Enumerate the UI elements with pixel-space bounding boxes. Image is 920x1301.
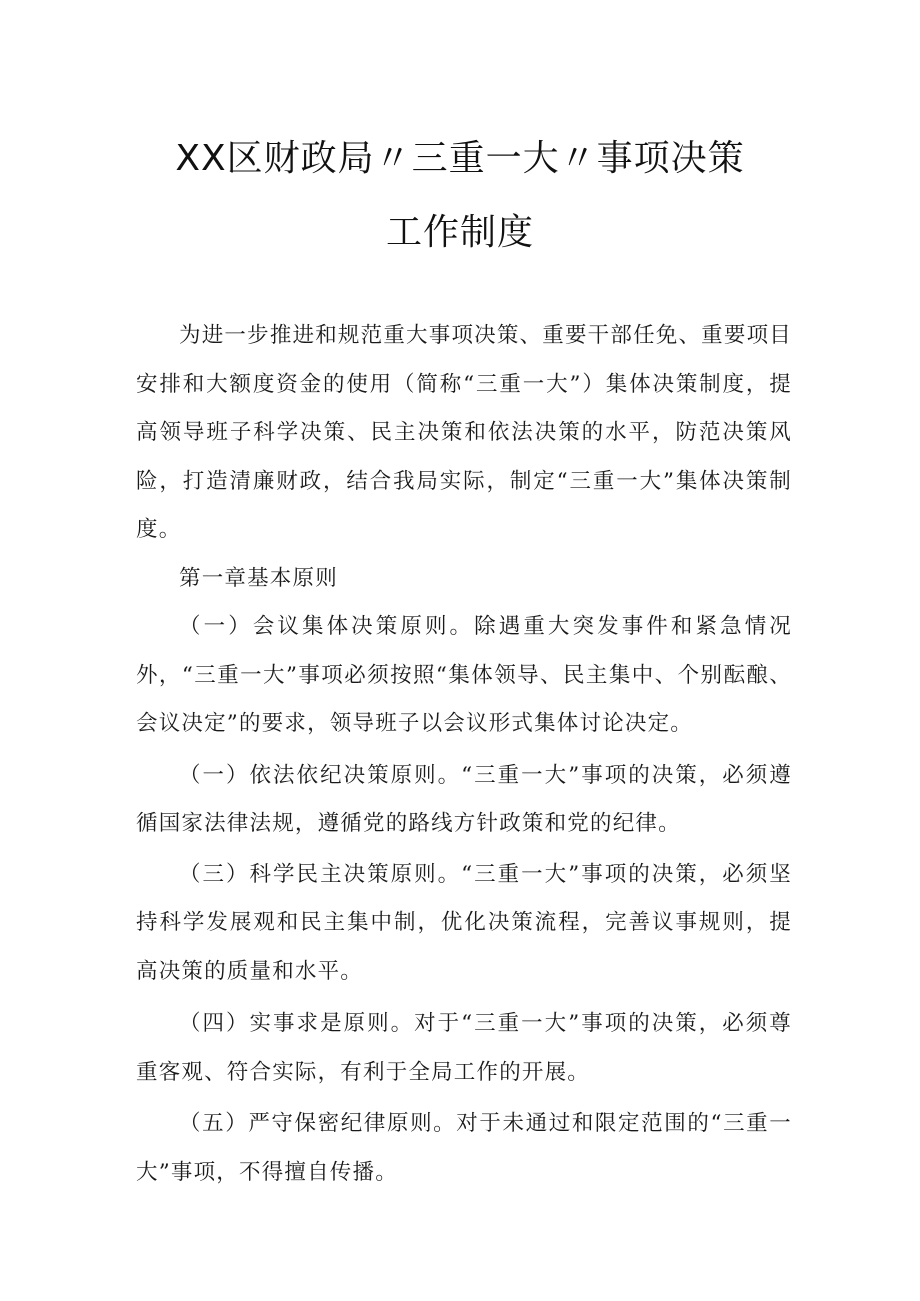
principle-paragraph-2: （一）依法依纪决策原则。“三重一大”事项的决策，必须遵循国家法律法规，遵循党的路线方针政策和党的纪律。 — [136, 762, 792, 836]
document-title-line-1: XX区财政局〃三重一大〃事项决策 — [175, 138, 745, 179]
principle-paragraph-4: （四）实事求是原则。对于“三重一大”事项的决策，必须尊重客观、符合实际，有利于全局工作的开展。 — [136, 1011, 792, 1085]
principle-paragraph-3: （三）科学民主决策原则。“三重一大”事项的决策，必须坚持科学发展观和民主集中制，优化决策流程，完善议事规则，提高决策的质量和水平。 — [136, 861, 792, 984]
chapter-heading: 第一章基本原则 — [179, 565, 338, 591]
principle-paragraph-1: （一）会议集体决策原则。除遇重大突发事件和紧急情况外，“三重一大”事项必须按照“集体领导、民主集中、个别酝酿、会议决定”的要求，领导班子以会议形式集体讨论决定。 — [136, 614, 792, 736]
document-title-line-2: 工作制度 — [385, 212, 534, 253]
principle-paragraph-5: （五）严守保密纪律原则。对于未通过和限定范围的“三重一大”事项，不得擅自传播。 — [136, 1111, 792, 1185]
intro-paragraph: 为进一步推进和规范重大事项决策、重要干部任免、重要项目安排和大额度资金的使用（简称“三重一大”）集体决策制度，提高领导班子科学决策、民主决策和依法决策的水平，防范决策风险，打造清廉财政，结合我局实际，制定“三重一大”集体决策制度。 — [136, 323, 792, 542]
document-body — [136, 312, 792, 1197]
